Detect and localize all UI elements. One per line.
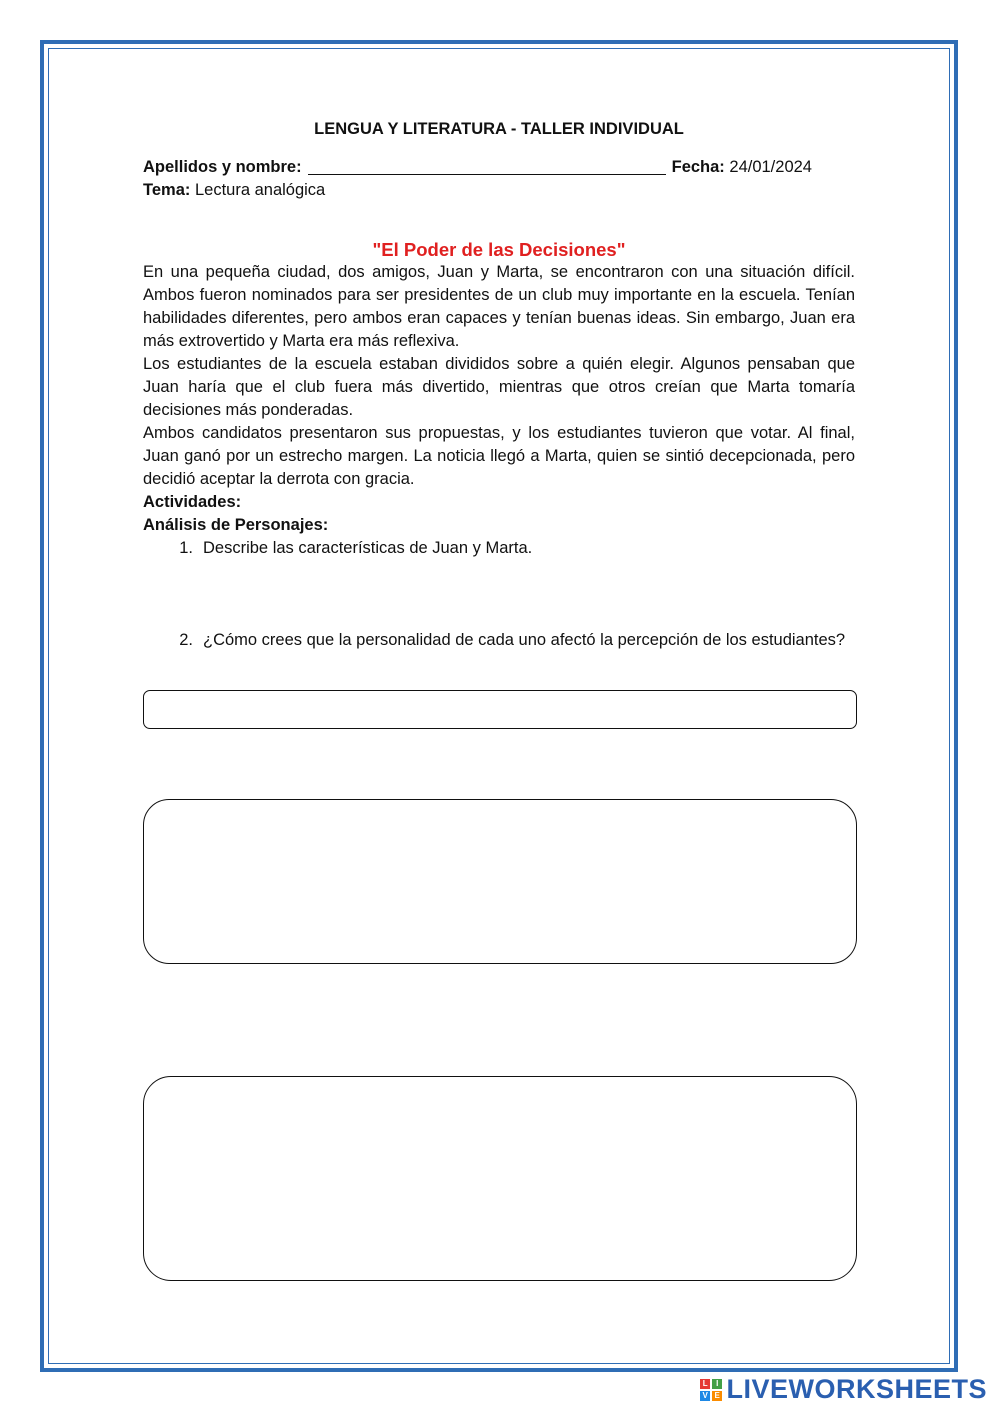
liveworksheets-wordmark: LIVEWORKSHEETS [726,1374,987,1404]
name-label: Apellidos y nombre: [143,158,302,176]
question-1 [143,537,855,560]
logo-tile-l: L [700,1379,710,1389]
question-2 [143,629,855,652]
topic-label: Tema: [143,181,191,199]
name-date-row [143,156,855,179]
logo-tile-i: I [712,1379,722,1389]
date-value: 24/01/2024 [729,158,812,176]
date-label: Fecha: [671,158,725,176]
story-title: "El Poder de las Decisiones" [372,239,626,260]
answer-box-2[interactable] [143,799,857,964]
question-1-text: Describe las características de Juan y Marta. [203,539,533,557]
liveworksheets-logo [700,1374,987,1405]
topic-row [143,179,855,202]
liveworksheets-logo-icon [700,1379,722,1401]
activities-heading: Actividades: [143,493,242,511]
question-2-number: 2. [179,631,193,649]
story-paragraph-3: Ambos candidatos presentaron sus propuestas, y los estudiantes tuvieron que votar. Al final, Juan ganó por un estrecho margen. La noticia llegó a Marta, quien se sintió decepcionada, pero decidió aceptar la derrota con gracia. [143,424,855,488]
logo-tile-e: E [712,1391,722,1401]
topic-value: Lectura analógica [194,181,326,199]
name-field[interactable] [308,156,666,175]
logo-tile-v: V [700,1391,710,1401]
answer-box-1[interactable] [143,690,857,729]
section-character-analysis: Análisis de Personajes: [143,516,329,534]
story-paragraph-1: En una pequeña ciudad, dos amigos, Juan y Marta, se encontraron con una situación difícil. Ambos fueron nominados para ser presidentes de un club muy importante en la escuela. Tenían habilidades diferentes, pero ambos eran capaces y tenían buenas ideas. Sin embargo, Juan era más extrovertido y Marta era más reflexiva. [143,263,855,350]
question-2-text: ¿Cómo crees que la personalidad de cada uno afectó la percepción de los estudiantes? [203,631,846,649]
answer-box-3[interactable] [143,1076,857,1281]
question-1-number: 1. [179,539,193,557]
story-paragraph-2: Los estudiantes de la escuela estaban divididos sobre a quién elegir. Algunos pensaban que Juan haría que el club fuera más divertido, mientras que otros creían que Marta tomaría decisiones más ponderadas. [143,355,855,419]
worksheet-title: LENGUA Y LITERATURA - TALLER INDIVIDUAL [314,120,684,138]
